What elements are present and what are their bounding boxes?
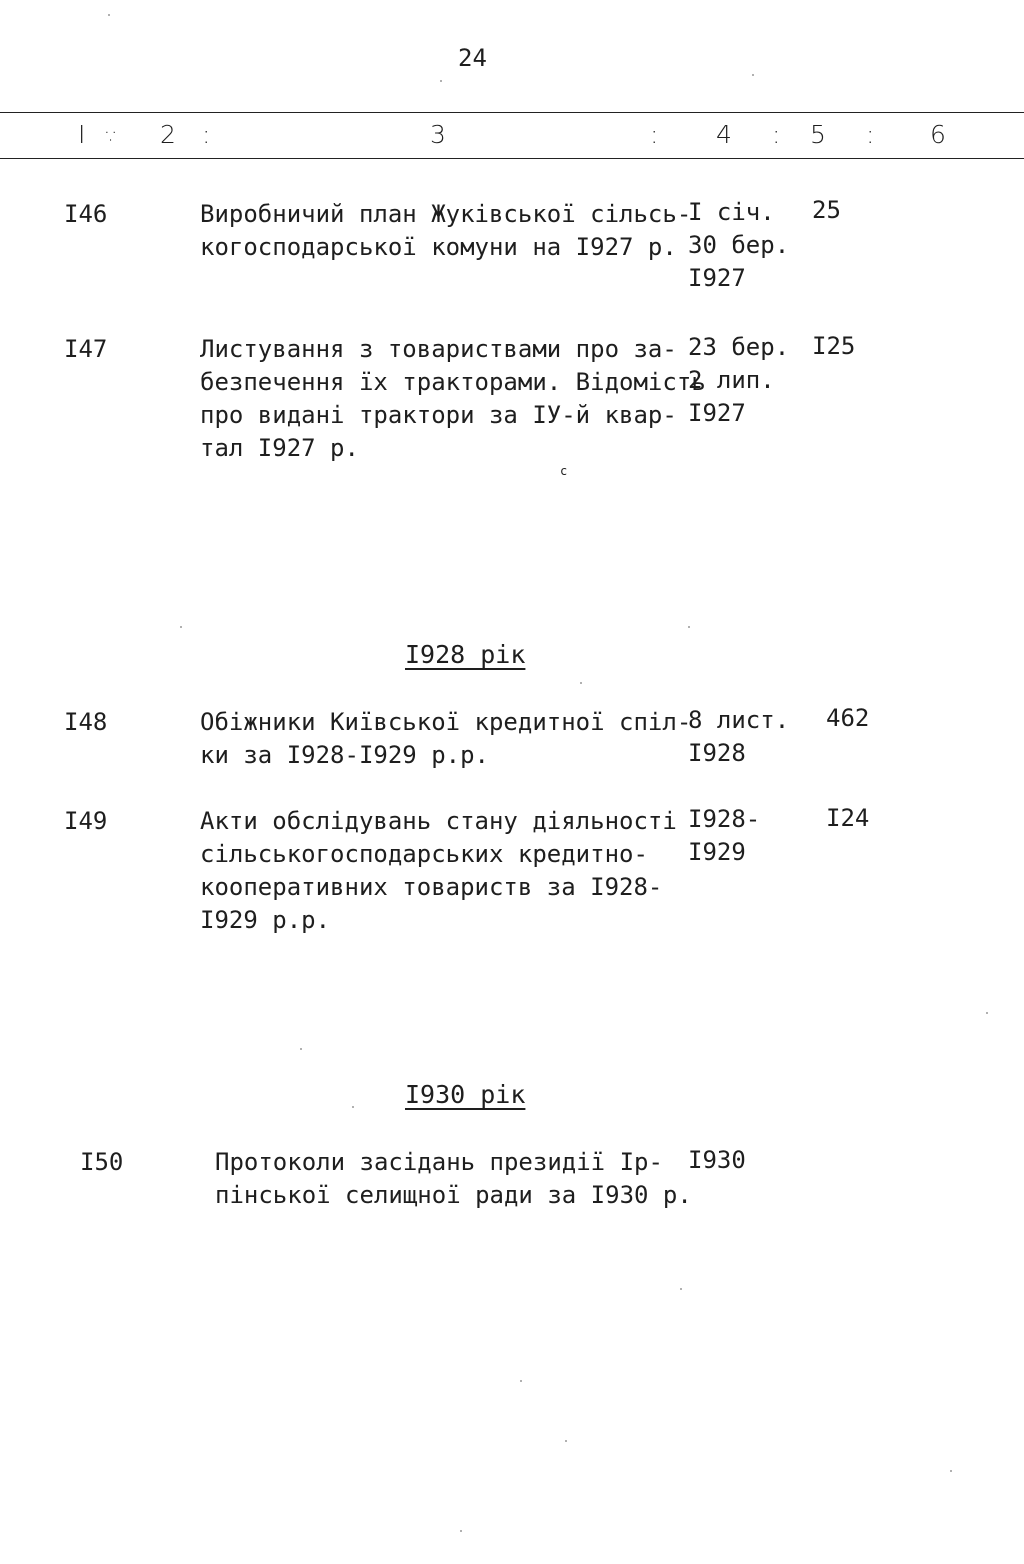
stray-mark: с xyxy=(560,464,568,478)
entry-number: I46 xyxy=(64,200,108,228)
entry-title: Обіжники Київської кредитної спіл- ки за I928-I929 р.р. xyxy=(200,708,692,769)
entry-title: Листування з товариствами про за- безпечення їх тракторами. Відомість про видані трактори за IУ-й квар- тал I927 р. xyxy=(200,335,706,462)
entry-dates: 8 лист. I928 xyxy=(688,706,790,767)
entry-number: I48 xyxy=(64,708,108,736)
entry-dates: I930 xyxy=(688,1146,746,1174)
entry-sheet-count: I24 xyxy=(826,804,870,832)
entry-number: I50 xyxy=(80,1148,124,1176)
header-bottom-rule xyxy=(0,158,1024,159)
entry-title: Акти обслідувань стану діяльності сільськогосподарських кредитно- кооперативних товариств за I928- I929 р.р. xyxy=(200,807,677,934)
header-col-6: 6 xyxy=(930,120,946,149)
entry-title: Протоколи засідань президії Ір- пінської селищної ради за I930 р. xyxy=(215,1148,692,1209)
entry-number: I49 xyxy=(64,807,108,835)
header-col-2: 2 xyxy=(160,120,176,149)
entry-title: Виробничий план Жуківської сільсь- когосподарської комуни на I927 р. xyxy=(200,200,692,261)
header-separator-4: : xyxy=(772,120,781,149)
entry-dates: 23 бер. 2 лип. I927 xyxy=(688,333,790,427)
header-col-1: I xyxy=(78,120,86,149)
header-separator-2: : xyxy=(202,120,211,149)
entry-sheet-count: I25 xyxy=(812,332,856,360)
header-col-5: 5 xyxy=(810,120,826,149)
header-separator-1: ∵ xyxy=(106,124,119,148)
entry-sheet-count: 25 xyxy=(812,196,841,224)
header-separator-5: : xyxy=(866,120,875,149)
year-heading-1930: I930 рік xyxy=(405,1080,526,1109)
year-heading-1928: I928 рік xyxy=(405,640,526,669)
header-separator-3: : xyxy=(650,120,659,149)
header-col-3: 3 xyxy=(430,120,446,149)
entry-sheet-count: 462 xyxy=(826,704,870,732)
entry-dates: I928- I929 xyxy=(688,805,761,866)
header-top-rule xyxy=(0,112,1024,113)
header-col-4: 4 xyxy=(716,120,732,149)
page-number: 24 xyxy=(458,44,487,72)
entry-number: I47 xyxy=(64,335,108,363)
entry-dates: I січ. 30 бер. I927 xyxy=(688,198,790,292)
